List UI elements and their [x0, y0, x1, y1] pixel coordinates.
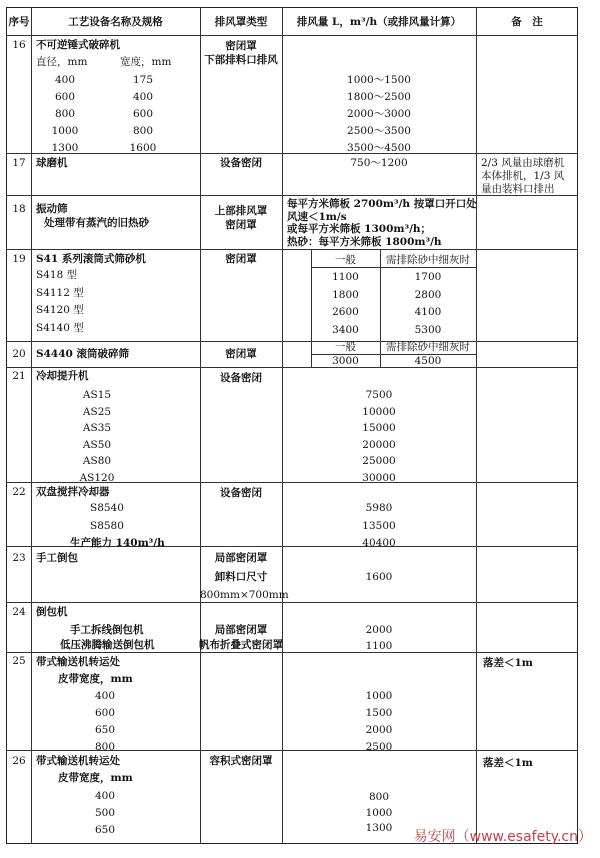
row-25-width: 650: [94, 724, 116, 736]
header-airflow: 排风量 L，m³/h（或排风量计算）: [296, 16, 462, 28]
row-21-hood: 设备密闭: [220, 372, 262, 384]
row-25-flow: 1500: [365, 707, 393, 719]
row-25-width: 600: [94, 707, 116, 719]
header-no: 序号: [8, 16, 30, 28]
row-16-flow: 2500～3500: [347, 125, 411, 137]
row-24-flow: 1100: [365, 640, 393, 652]
row-19-value-b: 5300: [414, 323, 442, 336]
row-21-flow: 15000: [362, 422, 396, 434]
row-16-diameter: 800: [54, 108, 76, 120]
row-26-remark: 落差＜1m: [483, 757, 533, 769]
row-26-width: 400: [94, 790, 116, 802]
column-divider: [31, 7, 32, 844]
row-26-flow: 1300: [365, 822, 393, 834]
row-16-equipment: 不可逆锤式破碎机: [36, 39, 120, 51]
header-hood: 排风罩类型: [214, 16, 268, 28]
row-26-width: 500: [94, 807, 116, 819]
row-19-model: S4140 型: [36, 321, 84, 334]
row-25-width-label: 皮带宽度，mm: [58, 673, 133, 685]
row-25-flow: 2500: [365, 741, 393, 753]
row-21-model: AS50: [82, 438, 112, 451]
row-19-model: S4112 型: [36, 286, 84, 299]
row-19-model: S4120 型: [36, 304, 84, 316]
row-21-flow: 25000: [362, 455, 396, 467]
row-19-col-b: 需排除砂中细灰时: [386, 254, 470, 266]
row-19-hood: 密闭罩: [225, 253, 257, 265]
row-25-equipment: 带式输送机转运处: [36, 656, 120, 668]
row-16-hood-detail: 下部排料口排风: [204, 54, 278, 66]
row-16-width: 600: [132, 108, 154, 120]
row-18-hood: 上部排风罩: [214, 205, 268, 217]
row-21-flow: 20000: [362, 438, 396, 451]
row-21-equipment: 冷却提升机: [36, 370, 89, 382]
row-25-no: 25: [12, 655, 26, 667]
row-18-equipment-detail: 处理带有蒸汽的旧热砂: [44, 217, 149, 229]
row-17-hood: 设备密闭: [220, 157, 262, 169]
row-20-col-a: 一般: [335, 341, 356, 353]
row-21-flow: 7500: [365, 389, 393, 401]
row-16-width: 175: [132, 74, 154, 86]
row-16-flow: 2000～3000: [347, 108, 411, 120]
header-equipment: 工艺设备名称及规格: [68, 16, 163, 28]
row-16-width: 1600: [129, 142, 157, 154]
row-16-flow: 3500～4500: [347, 142, 411, 154]
row-22-model: S8540: [90, 502, 124, 514]
row-16-flow: 1000～1500: [347, 74, 411, 86]
row-21-model: AS120: [79, 471, 115, 484]
row-21-model: AS25: [82, 405, 112, 418]
row-20-no: 20: [12, 348, 26, 360]
row-23-flow: 1600: [365, 571, 393, 583]
row-18-flow: 热砂：每平方米筛板 1800m³/h: [287, 235, 442, 248]
row-24-model: 低压沸腾输送倒包机: [60, 639, 155, 651]
row-21-no: 21: [12, 370, 26, 382]
row-20-equipment: S4440 滚筒破碎筛: [36, 348, 129, 360]
row-22-capacity: 生产能力 140m³/h: [70, 537, 165, 549]
row-21-model: AS15: [82, 389, 112, 401]
row-21-model: AS35: [82, 422, 112, 434]
row-19-value-a: 3400: [332, 323, 359, 336]
column-divider: [200, 7, 201, 844]
row-19-no: 19: [12, 253, 26, 265]
row-divider: [6, 341, 578, 342]
row-16-hood: 密闭罩: [225, 40, 257, 52]
row-19-equipment: S41 系列滚筒式筛砂机: [36, 253, 146, 265]
row-16-diameter: 600: [54, 91, 76, 103]
row-26-no: 26: [12, 755, 26, 767]
row-19-value-a: 2600: [332, 306, 359, 318]
row-22-no: 22: [12, 486, 26, 498]
column-divider: [476, 7, 477, 844]
row-19-value-b: 4100: [414, 306, 442, 318]
header-remarks: 备 注: [511, 16, 543, 28]
row-16-diameter: 1000: [51, 125, 79, 137]
row-24-flow: 2000: [365, 624, 393, 636]
row-22-flow: 13500: [362, 519, 396, 532]
row-17-remark: 2/3 风量由球磨机: [481, 157, 565, 169]
row-16-width: 800: [132, 125, 154, 137]
row-24-hood: 帆布折叠式密闭罩: [199, 639, 283, 651]
row-23-no: 23: [12, 552, 26, 564]
row-20-value-a: 3000: [332, 355, 359, 367]
row-19-value-a: 1100: [332, 271, 359, 283]
row-19-value-a: 1800: [332, 288, 359, 301]
row-21-flow: 30000: [362, 471, 396, 484]
row-18-flow: 或每平方米筛板 1300m³/h；: [287, 223, 432, 235]
row-21-model: AS80: [82, 455, 112, 467]
watermark-text: 易安网（www.esafety.cn）: [413, 829, 592, 845]
row-24-hood: 局部密闭罩: [214, 624, 268, 636]
row-24-equipment: 倒包机: [36, 606, 68, 618]
row-25-width: 800: [94, 741, 116, 753]
row-22-model: S8580: [90, 520, 124, 532]
row-16-diameter: 400: [54, 74, 76, 86]
row-23-hood: 800mm×700mm: [200, 589, 289, 601]
row-16-width-label: 宽度，mm: [120, 56, 172, 68]
row-22-equipment: 双盘搅拌冷却器: [36, 486, 110, 498]
row-19-subheader-line: [311, 267, 476, 268]
row-divider: [6, 602, 578, 603]
row-18-flow: 每平方米筛板 2700m³/h 按罩口开口处: [287, 198, 477, 210]
row-20-col-b: 需排除砂中细灰时: [386, 341, 470, 353]
row-divider: [6, 35, 578, 36]
row-18-no: 18: [12, 203, 26, 215]
row-23-hood: 局部密闭罩: [214, 552, 268, 564]
row-26-width: 650: [94, 824, 116, 836]
row-17-equipment: 球磨机: [36, 157, 68, 169]
row-22-flow: 5980: [365, 502, 393, 514]
row-16-diameter: 1300: [51, 142, 79, 154]
row-divider: [6, 367, 578, 368]
row-19-value-b: 1700: [414, 271, 442, 283]
row-25-flow: 2000: [365, 724, 393, 736]
row-26-hood: 容积式密闭罩: [209, 755, 273, 767]
row-25-remark: 落差＜1m: [483, 657, 533, 669]
row-divider: [6, 249, 578, 250]
row-19-col-a: 一般: [335, 254, 356, 266]
row-26-width-label: 皮带宽度，mm: [58, 772, 133, 784]
row-22-flow: 40400: [362, 537, 396, 549]
row-17-remark: 本体排机，1/3 风: [481, 170, 565, 182]
row-24-no: 24: [12, 606, 26, 618]
row-18-hood-detail: 密闭罩: [225, 219, 257, 231]
row-18-equipment: 振动筛: [36, 203, 68, 215]
row-22-hood: 设备密闭: [220, 487, 262, 499]
row-25-flow: 1000: [365, 690, 393, 702]
row-16-width: 400: [132, 91, 154, 103]
row-24-model: 手工拆线倒包机: [70, 624, 144, 636]
row-20-value-b: 4500: [414, 355, 442, 367]
row-21-flow: 10000: [362, 405, 396, 418]
row-19-subcolumn: [476, 249, 477, 341]
row-20-hood: 密闭罩: [225, 348, 257, 360]
row-26-flow: 800: [368, 791, 390, 803]
row-23-equipment: 手工倒包: [36, 552, 78, 564]
row-23-hood: 卸料口尺寸: [214, 570, 268, 583]
row-26-equipment: 带式输送机转运处: [36, 755, 120, 767]
row-17-remark: 量由装料口排出: [481, 183, 555, 195]
row-17-flow: 750～1200: [350, 157, 408, 169]
row-17-no: 17: [12, 157, 26, 169]
row-16-flow: 1800～2500: [347, 91, 411, 103]
row-19-value-b: 2800: [414, 288, 442, 301]
row-25-width: 400: [94, 690, 116, 702]
row-16-diameter-label: 直径，mm: [36, 56, 88, 68]
row-19-model: S418 型: [36, 269, 78, 281]
row-16-no: 16: [12, 39, 26, 51]
row-26-flow: 1000: [365, 806, 393, 819]
row-18-flow: 风速＜1m/s: [287, 210, 347, 223]
